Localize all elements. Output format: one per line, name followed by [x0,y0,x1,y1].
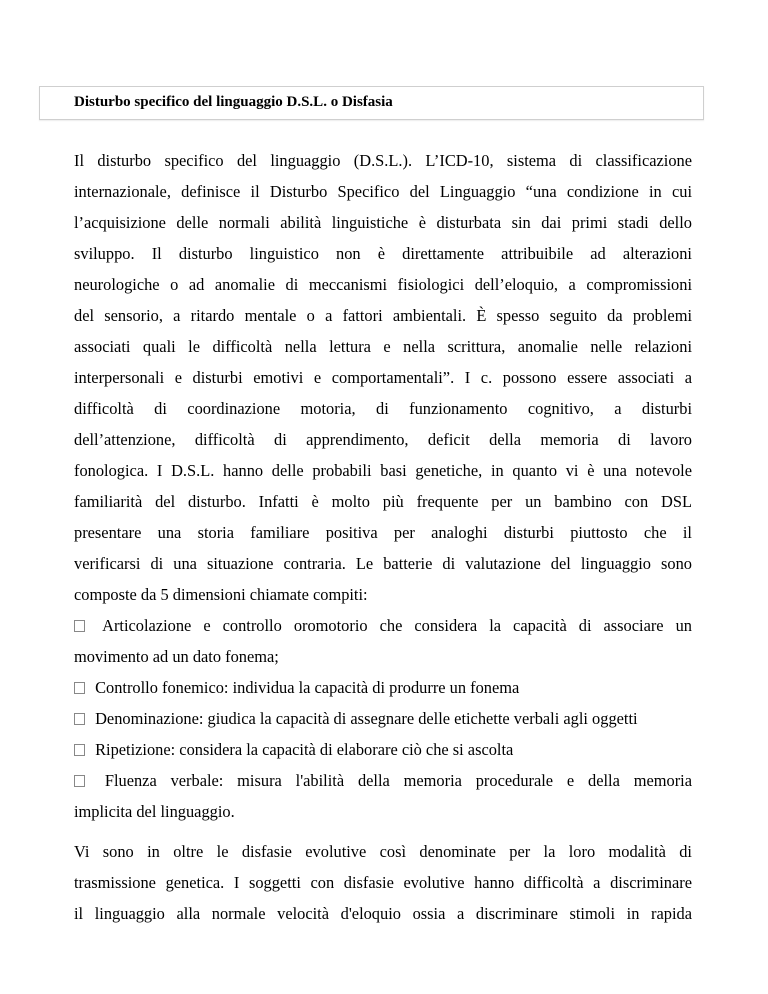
paragraph-main [74,145,692,827]
bullet-text: Articolazione e controllo oromotorio che considera la capacità di associare un [91,616,692,635]
document-title: Disturbo specifico del linguaggio D.S.L. o Disfasia [74,94,393,110]
text-line: neurologiche o ad anomalie di meccanismi fisiologici dell’eloquio, a compromissioni [74,275,692,294]
bullet-line [74,734,692,765]
text-line: sviluppo. Il disturbo linguistico non è direttamente attribuibile ad alterazioni [74,244,692,263]
bullet-continuation: implicita del linguaggio. [74,802,235,821]
text-line: Il disturbo specifico del linguaggio (D.S.L.). L’ICD-10, sistema di classificazione [74,151,692,170]
text-line: il linguaggio alla normale velocità d'eloquio ossia a discriminare stimoli in rapida [74,904,692,923]
bullet-placeholder-icon [74,620,85,632]
title-box [39,86,704,120]
bullet-line [74,765,692,796]
text-line: difficoltà di coordinazione motoria, di funzionamento cognitivo, a disturbi [74,399,692,418]
text-line: l’acquisizione delle normali abilità linguistiche è disturbata sin dai primi stadi dello [74,213,692,232]
bullet-text: Ripetizione: considera la capacità di elaborare ciò che si ascolta [91,740,514,759]
text-line: Vi sono in oltre le disfasie evolutive così denominate per la loro modalità di [74,842,692,861]
text-line: dell’attenzione, difficoltà di apprendimento, deficit della memoria di lavoro [74,430,692,449]
text-line: verificarsi di una situazione contraria. Le batterie di valutazione del linguaggio sono [74,554,692,573]
text-line: associati quali le difficoltà nella lettura e nella scrittura, anomalie nelle relazioni [74,337,692,356]
text-line: internazionale, definisce il Disturbo Specifico del Linguaggio “una condizione in cui [74,182,692,201]
text-line: del sensorio, a ritardo mentale o a fattori ambientali. È spesso seguito da problemi [74,306,692,325]
bullet-placeholder-icon [74,682,85,694]
paragraph-secondary [74,836,692,929]
text-line: trasmissione genetica. I soggetti con disfasie evolutive hanno difficoltà a discriminare [74,873,692,892]
text-line: familiarità del disturbo. Infatti è molto più frequente per un bambino con DSL [74,492,692,511]
bullet-line [74,672,692,703]
bullet-line [74,610,692,641]
text-line: fonologica. I D.S.L. hanno delle probabili basi genetiche, in quanto vi è una notevole [74,461,692,480]
bullet-placeholder-icon [74,713,85,725]
bullet-continuation: movimento ad un dato fonema; [74,647,279,666]
bullet-placeholder-icon [74,744,85,756]
text-line: composte da 5 dimensioni chiamate compiti: [74,585,368,604]
bullet-line [74,703,692,734]
text-line: presentare una storia familiare positiva per analoghi disturbi piuttosto che il [74,523,692,542]
bullet-placeholder-icon [74,775,85,787]
bullet-text: Controllo fonemico: individua la capacità di produrre un fonema [91,678,520,697]
bullet-text: Fluenza verbale: misura l'abilità della memoria procedurale e della memoria [91,771,692,790]
bullet-text: Denominazione: giudica la capacità di assegnare delle etichette verbali agli oggetti [91,709,638,728]
text-line: interpersonali e disturbi emotivi e comportamentali”. I c. possono essere associati a [74,368,692,387]
